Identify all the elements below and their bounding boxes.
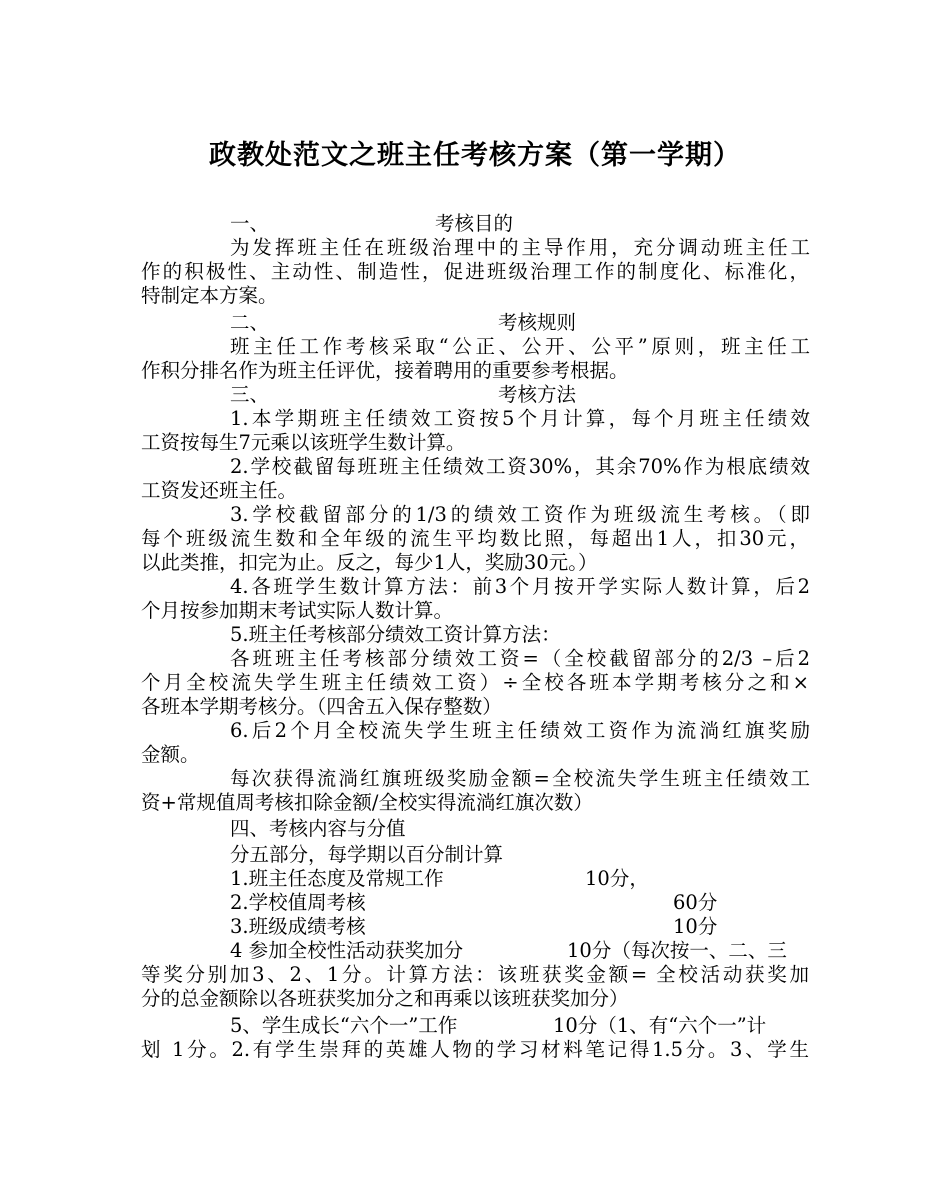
paragraph-line: 3.学校截留部分的1/3的绩效工资作为班级流生考核。（即 [230, 503, 810, 526]
paragraph-line: 6.后2个月全校流失学生班主任绩效工资作为流淌红旗奖励 [230, 719, 810, 742]
paragraph-line: 分的总金额除以各班获奖加分之和再乘以该班获奖加分） [141, 987, 629, 1010]
paragraph-line: 分五部分，每学期以百分制计算 [230, 843, 504, 866]
section-3-heading: 考核方法 [498, 383, 577, 406]
section-4-heading: 四、考核内容与分值 [230, 817, 406, 840]
section-2-heading: 考核规则 [498, 311, 577, 334]
paragraph-line: 以此类推，扣完为止。反之，每少1人，奖励30元。） [141, 551, 598, 574]
paragraph-line: 作的积极性、主动性、制造性，促进班级治理工作的制度化、标准化， [141, 260, 809, 283]
paragraph-line: 划 1分。2.有学生崇拜的英雄人物的学习材料笔记得1.5分。3、学生 [141, 1038, 809, 1061]
section-1-heading: 考核目的 [435, 212, 514, 235]
score-item-label: 1.班主任态度及常规工作 [230, 867, 444, 890]
paragraph-line: 班主任工作考核采取“公正、公开、公平”原则，班主任工 [230, 335, 810, 358]
score-item-value: 10分（每次按一、二、三 [567, 939, 787, 962]
paragraph-line: 2.学校截留每班班主任绩效工资30%，其余70%作为根底绩效 [230, 455, 810, 478]
paragraph-line: 工资按每生7元乘以该班学生数计算。 [141, 431, 466, 454]
paragraph-line: 各班本学期考核分。（四舍五入保存整数） [141, 695, 502, 718]
score-item-label: 3.班级成绩考核 [230, 915, 366, 938]
paragraph-line: 等奖分别加3、2、1分。计算方法：该班获奖金额= 全校活动获奖加 [141, 963, 809, 986]
paragraph-line: 4.各班学生数计算方法：前3个月按开学实际人数计算，后2 [230, 575, 810, 598]
paragraph-line: 为发挥班主任在班级治理中的主导作用，充分调动班主任工 [230, 236, 810, 259]
score-item-value: 10分， [585, 867, 649, 890]
paragraph-line: 作积分排名作为班主任评优，接着聘用的重要参考根据。 [141, 359, 629, 382]
section-3-number: 三、 [230, 383, 270, 406]
score-item-label: 4 参加全校性活动获奖加分 [230, 939, 464, 962]
paragraph-line: 每次获得流淌红旗班级奖励金额=全校流失学生班主任绩效工 [230, 767, 810, 790]
section-1-number: 一、 [230, 212, 270, 235]
paragraph-line: 每个班级流生数和全年级的流生平均数比照，每超出1人，扣30元， [141, 527, 809, 550]
score-item-label: 5、学生成长“六个一”工作 [230, 1014, 458, 1037]
score-item-value: 10分（1、有“六个一”计 [553, 1014, 767, 1037]
paragraph-line: 5.班主任考核部分绩效工资计算方法： [230, 623, 561, 646]
paragraph-line: 1.本学期班主任绩效工资按5个月计算，每个月班主任绩效 [230, 407, 810, 430]
score-item-value: 60分 [673, 891, 718, 914]
paragraph-line: 个月全校流失学生班主任绩效工资）÷全校各班本学期考核分之和× [141, 671, 809, 694]
section-2-number: 二、 [230, 311, 270, 334]
document-title: 政教处范文之班主任考核方案（第一学期） [209, 140, 741, 171]
paragraph-line: 工资发还班主任。 [141, 479, 298, 502]
paragraph-line: 各班班主任考核部分绩效工资=（全校截留部分的2/3 –后2 [230, 647, 810, 670]
score-item-label: 2.学校值周考核 [230, 891, 366, 914]
score-item-value: 10分 [673, 915, 718, 938]
paragraph-line: 金额。 [141, 743, 200, 766]
paragraph-line: 资+常规值周考核扣除金额/全校实得流淌红旗次数） [141, 791, 593, 814]
paragraph-line: 个月按参加期末考试实际人数计算。 [141, 599, 454, 622]
paragraph-line: 特制定本方案。 [141, 284, 278, 307]
